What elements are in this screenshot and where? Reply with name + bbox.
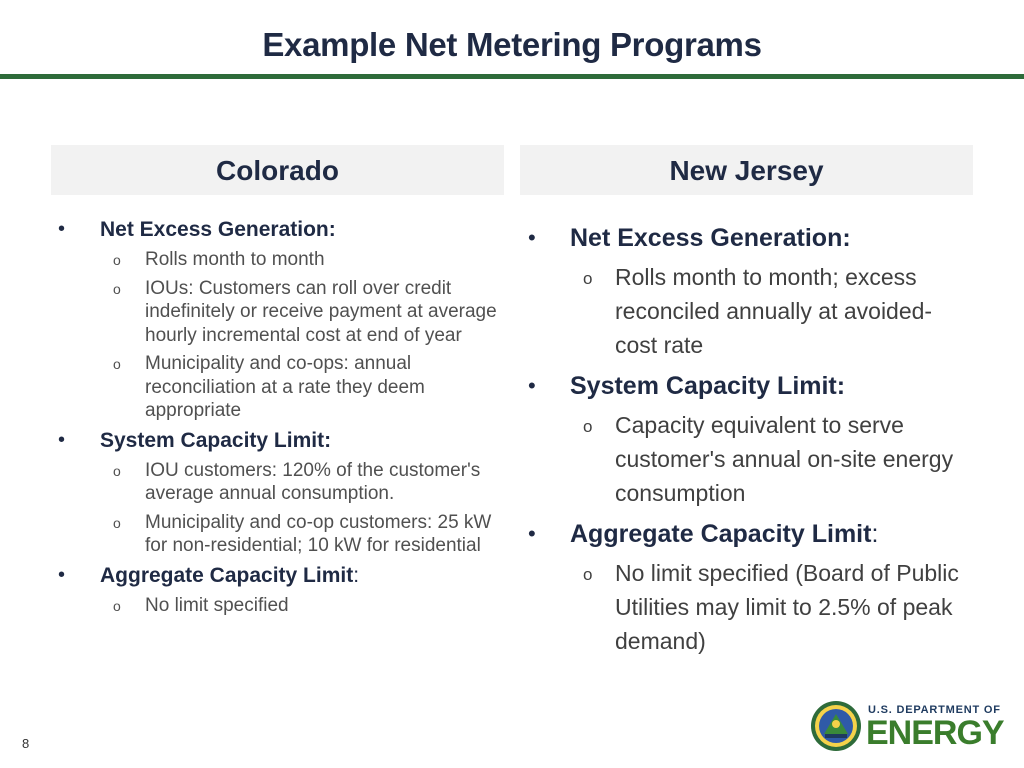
sub-item-text: No limit specified (Board of Public Utilities may limit to 2.5% of peak demand)	[615, 560, 959, 654]
sub-bullet-icon: o	[583, 269, 593, 288]
colorado-item-aggregate-capacity	[58, 562, 508, 589]
sub-bullet-icon: o	[113, 280, 121, 297]
sub-bullet-icon: o	[113, 462, 121, 479]
bullet-icon: •	[58, 428, 66, 451]
sub-item-text: IOU customers: 120% of the customer's average annual consumption.	[145, 459, 481, 504]
item-label: Net Excess Generation:	[100, 218, 336, 241]
sub-item	[58, 459, 508, 506]
colorado-header: Colorado	[51, 145, 504, 195]
sub-item	[58, 594, 508, 618]
doe-seal-icon	[810, 700, 862, 752]
item-label: Aggregate Capacity Limit	[100, 563, 354, 587]
logo-department-text: U.S. DEPARTMENT OF	[868, 704, 1001, 716]
sub-bullet-icon: o	[583, 565, 593, 584]
colorado-column	[58, 216, 508, 621]
new-jersey-column	[528, 222, 968, 666]
sub-item	[528, 556, 968, 658]
sub-item-text: IOUs: Customers can roll over credit indefinitely or receive payment at average hourly incremental cost at end of year	[145, 277, 497, 346]
bullet-icon: •	[58, 563, 66, 586]
sub-item	[58, 248, 508, 272]
sub-bullet-icon: o	[113, 356, 121, 372]
bullet-icon: •	[58, 218, 66, 240]
sub-item	[528, 408, 968, 510]
sub-item-text: Capacity equivalent to serve customer's annual on-site energy consumption	[615, 412, 954, 506]
colorado-item-net-excess	[58, 216, 508, 243]
sub-item	[58, 277, 508, 348]
item-label: System Capacity Limit:	[100, 428, 332, 452]
item-label-suffix: :	[871, 520, 879, 548]
sub-item	[528, 260, 968, 362]
nj-item-aggregate-capacity	[528, 518, 968, 550]
doe-logo	[810, 700, 1004, 752]
item-label-suffix: :	[353, 563, 360, 587]
sub-item	[58, 511, 508, 558]
slide-title: Example Net Metering Programs	[262, 26, 762, 63]
sub-bullet-icon: o	[113, 597, 121, 614]
nj-item-net-excess	[528, 222, 968, 254]
sub-item-text: No limit specified	[145, 594, 289, 616]
logo-energy-text: ENERGY	[866, 714, 1004, 752]
item-label: System Capacity Limit:	[570, 372, 846, 400]
bullet-icon: •	[528, 373, 536, 398]
item-label: Aggregate Capacity Limit	[570, 520, 872, 548]
page-number: 8	[22, 736, 30, 751]
sub-item-text: Municipality and co-op customers: 25 kW for non-residential; 10 kW for residential	[145, 511, 492, 556]
bullet-icon: •	[528, 225, 536, 250]
sub-bullet-icon: o	[113, 514, 121, 531]
new-jersey-header: New Jersey	[520, 145, 973, 195]
sub-bullet-icon: o	[583, 417, 593, 436]
sub-item	[58, 352, 508, 423]
sub-bullet-icon: o	[113, 252, 121, 268]
item-label: Net Excess Generation:	[570, 224, 851, 252]
sub-item-text: Municipality and co-ops: annual reconciliation at a rate they deem appropriate	[145, 353, 425, 421]
sub-item-text: Rolls month to month	[145, 249, 325, 270]
bullet-icon: •	[528, 521, 536, 546]
nj-item-system-capacity	[528, 370, 968, 402]
colorado-item-system-capacity	[58, 427, 508, 454]
sub-item-text: Rolls month to month; excess reconciled annually at avoided-cost rate	[615, 264, 933, 358]
title-divider	[0, 74, 1024, 79]
